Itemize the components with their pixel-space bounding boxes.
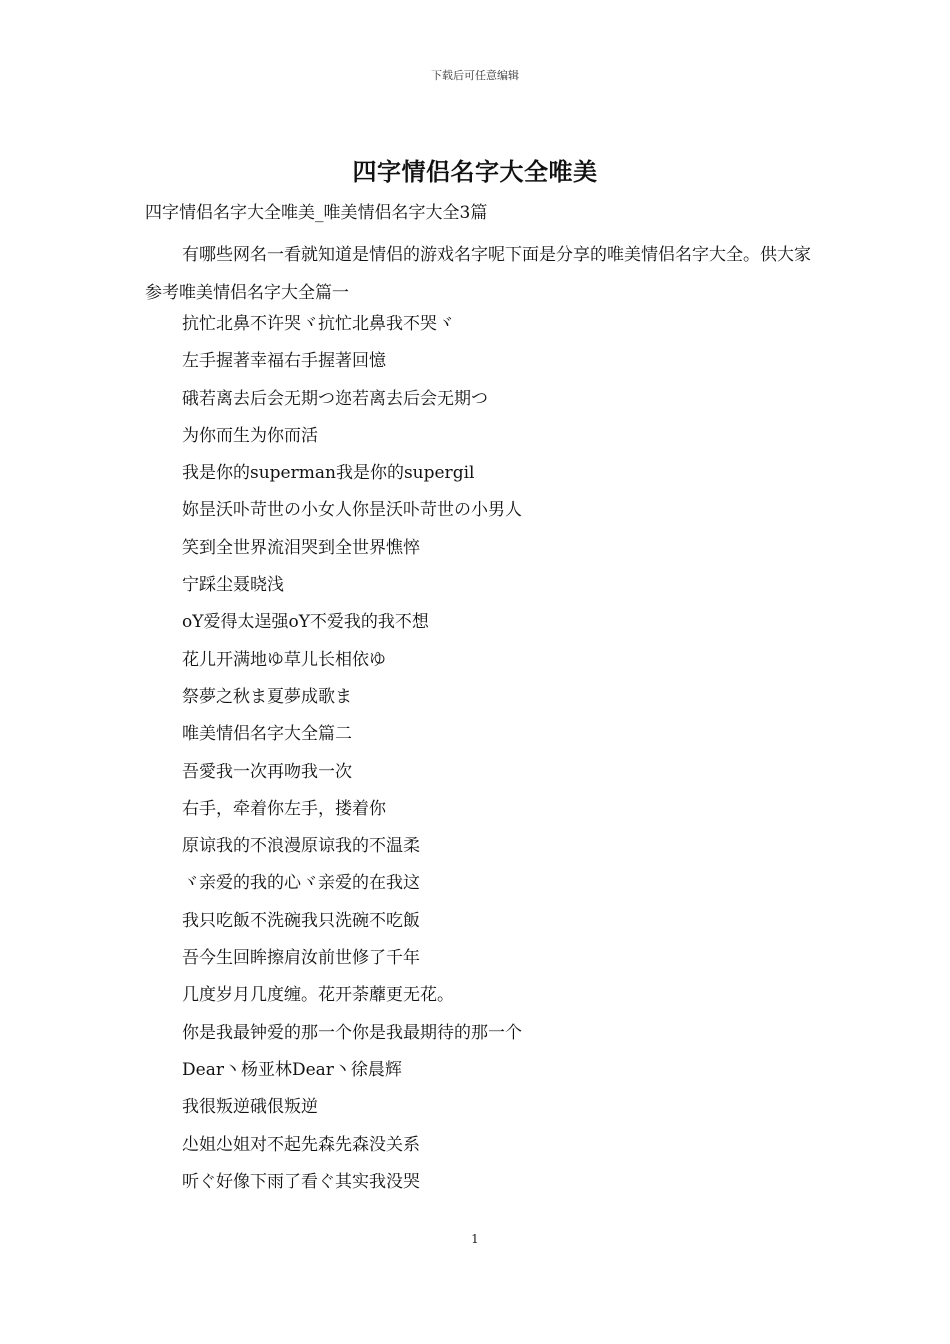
list-item: Dear丶杨亚林Dear丶徐晨辉	[182, 1059, 402, 1080]
document-subtitle: 四字情侣名字大全唯美_唯美情侣名字大全3篇	[145, 203, 488, 223]
name-list	[182, 310, 522, 1205]
list-item: 听ぐ好像下雨了看ぐ其实我没哭	[182, 1171, 420, 1192]
list-item: ヾ亲爱的我的心ヾ亲爱的在我这	[182, 873, 420, 894]
list-item: 花儿开满地ゆ草儿长相依ゆ	[182, 649, 386, 670]
list-item: 左手握著幸福右手握著回憶	[182, 351, 386, 372]
list-item: 吾今生回眸擦肩汝前世修了千年	[182, 948, 420, 969]
document-title: 四字情侣名字大全唯美	[352, 158, 598, 186]
list-item: 笑到全世界流泪哭到全世界憔悴	[182, 537, 420, 558]
list-item: 妳昰沃卟苛世の小女人你昰沃卟苛世の小男人	[182, 500, 522, 521]
list-item: 你是我最钟爱的那一个你是我最期待的那一个	[182, 1022, 522, 1043]
list-item: oY爱得太逞强oY不爱我的我不想	[182, 612, 429, 633]
page-header: 下载后可任意编辑	[431, 69, 519, 82]
section-heading: 唯美情侣名字大全篇二	[182, 724, 352, 745]
list-item: 为你而生为你而活	[182, 425, 318, 446]
page-number: 1	[471, 1232, 479, 1246]
list-item: 几度岁月几度缠。花开荼蘼更无花。	[182, 985, 454, 1006]
list-item: 硪若离去后会无期つ迩若离去后会无期つ	[182, 388, 488, 409]
list-item: 祭夢之秋ま夏夢成歌ま	[182, 686, 352, 707]
intro-paragraph: 有哪些网名一看就知道是情侣的游戏名字呢下面是分享的唯美情侣名字大全。供大家参考唯美情侣名字大全篇一	[145, 245, 811, 303]
list-item: 我是你的superman我是你的supergil	[182, 463, 475, 484]
list-item: 抗忙北鼻不许哭ヾ抗忙北鼻我不哭ヾ	[182, 314, 454, 334]
list-item: 我只吃飯不洗碗我只洗碗不吃飯	[182, 910, 420, 931]
list-item: 宁踩尘聂晓浅	[182, 575, 284, 596]
list-item: 我很叛逆硪佷叛逆	[182, 1097, 318, 1118]
list-item: 原谅我的不浪漫原谅我的不温柔	[182, 836, 420, 857]
list-item: 右手，牵着你左手，搂着你	[182, 798, 386, 819]
list-item: 吾愛我一次再吻我一次	[182, 761, 352, 782]
list-item: 尐姐尐姐对不起先森先森没关系	[182, 1134, 420, 1155]
